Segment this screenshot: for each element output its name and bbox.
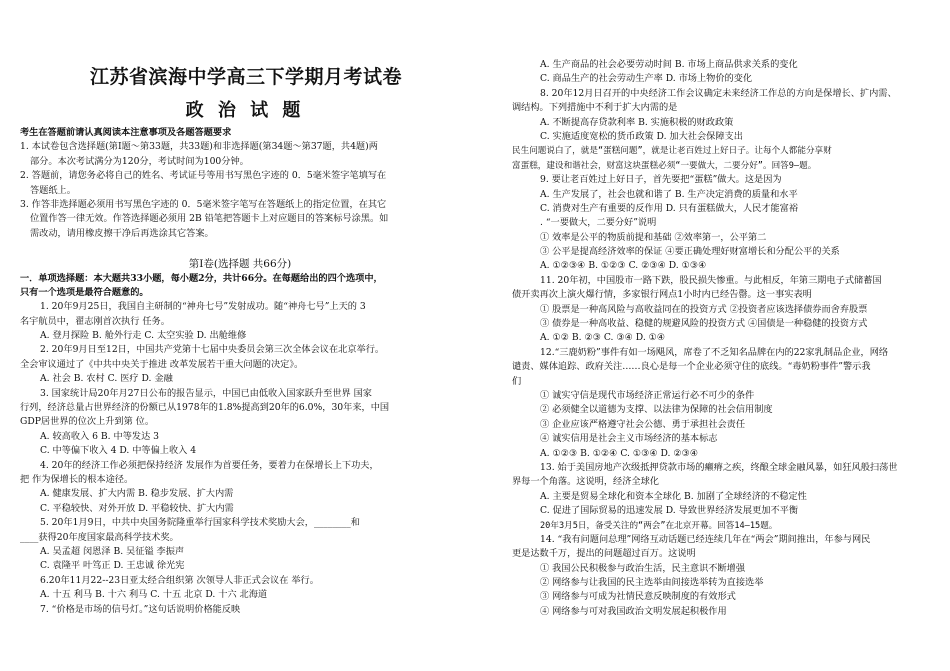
text-line: ③ 债券是一种高收益、稳健的规避风险的投资方式 ④国债是一种稳健的投资方式 xyxy=(540,318,868,330)
text-line: ③ 网络参与可成为社情民意反映制度的有效形式 xyxy=(540,591,736,603)
text-line: ③ 公平是提高经济效率的保证 ④要正确处理好财富增长和分配公平的关系 xyxy=(540,246,840,258)
text-line: C. 实施适度宽松的货币政策 D. 加大社会保障支出 xyxy=(540,130,743,142)
text-line: ① 我国公民积极参与政治生活，民主意识不断增强 xyxy=(540,562,746,574)
left-text-block xyxy=(20,126,460,617)
text-line: C. 消费对生产有重要的反作用 D. 只有蛋糕做大，人民才能富裕 xyxy=(540,202,799,214)
text-line: A. 吴孟超 闵恩泽 B. 吴征镒 李振声 xyxy=(40,545,185,557)
text-line: A. 十五 利马 B. 十六 利马 C. 十五 北京 D. 十六 北海道 xyxy=(40,589,268,601)
text-line: . “一要做大，二要分好”说明 xyxy=(540,217,657,229)
text-line: A. 较高收入 6 B. 中等发达 3 xyxy=(40,430,160,442)
text-line: 位置作答一律无效。作答选择题必须用 2B 铅笔把答题卡上对应题目的答案标号涂黑。如 xyxy=(30,213,389,225)
page-subtitle: 政 治 试 题 xyxy=(185,100,305,121)
text-line: 12.“三鹿奶粉”事件有如一场飓风，席卷了不乏知名品牌在内的22家乳制品企业，网络 xyxy=(540,346,889,358)
text-line: A. ①②③ B. ①②④ C. ①③④ D. ②③④ xyxy=(540,447,699,459)
text-line: 3. 国家统计局20年月27日公布的报告显示，中国已由低收入国家跃升至世界 国家 xyxy=(40,387,372,399)
text-line: A. 主要是贸易全球化和资本全球化 B. 加剧了全球经济的不稳定性 xyxy=(540,490,807,502)
text-line: ④ 诚实信用是社会主义市场经济的基本标志 xyxy=(540,433,718,445)
text-line: 6.20年11月22--23日亚太经合组织第 次领导人非正式会议在 举行。 xyxy=(40,574,319,586)
text-line: 1. 20年9月25日，我国自主研制的“神舟七号”发射成功。随“神舟七号”上天的 3 xyxy=(40,301,366,313)
text-line: C. 中等偏下收入 4 D. 中等偏上收入 4 xyxy=(40,445,197,457)
text-line: 2. 答题前，请您务必将自己的姓名、考试证号等用书写黑色字迹的 0．5毫米签字笔填写在 xyxy=(20,170,387,182)
text-line: 13. 始于美国房地产次级抵押贷款市场的癞瘠之疾，终酿全球金融风暴，如狂风般扫荡世 xyxy=(540,461,898,473)
text-line: 谴责、媒体追踪、政府关注……良心是每一个企业必须守住的底线。“毒奶粉事件”警示我 xyxy=(512,361,871,373)
text-line: ② 必须健全以道德为支撑、以法律为保障的社会信用制度 xyxy=(540,404,773,416)
text-line: 一．单项选择题：本大题共33小题，每小题2分，共计66分。在每题给出的四个选项中， xyxy=(20,272,383,284)
text-line: A. 不断提高存贷款利率 B. 实施积极的财政政策 xyxy=(540,116,734,128)
text-line: C. 平稳较快、对外开放 D. 平稳较快、扩大内需 xyxy=(40,502,234,514)
text-line: 7. “价格是市场的信号灯。”这句话说明价格能反映 xyxy=(40,603,241,615)
text-line: C. 促进了国际贸易的迅速发展 D. 导致世界经济发展更加不平衡 xyxy=(540,505,799,517)
text-line: A. 登月探险 B. 舱外行走 C. 太空实验 D. 出舱维修 xyxy=(40,330,247,342)
right-text-block xyxy=(512,58,934,619)
text-line: ① 效率是公平的物质前提和基础 ②效率第一，公平第二 xyxy=(540,231,767,243)
text-line: 调结构。下列措施中不利于扩大内需的是 xyxy=(512,102,678,114)
text-line: 部分。本次考试满分为120分，考试时间为100分钟。 xyxy=(30,155,249,167)
text-line xyxy=(20,241,460,255)
text-line: ④ 网络参与可对我国政治文明发展起积极作用 xyxy=(540,605,727,617)
text-line: 更是达数千万，提出的问题超过百万。这说明 xyxy=(512,548,696,560)
text-line: 14. “我有问题问总理”网络互动话题已经连续几年在“两会”期间推出，年参与网民 xyxy=(540,533,871,545)
text-line: A. 社会 B. 农村 C. 医疗 D. 金融 xyxy=(40,373,173,385)
text-line: A. 健康发展、扩大内需 B. 稳步发展、扩大内需 xyxy=(40,488,234,500)
text-line: ____获得20年度国家最高科学技术奖。 xyxy=(20,531,179,543)
text-line: A. ①② B. ②③ C. ③④ D. ①④ xyxy=(540,332,666,344)
text-line: 20年3月5日，备受关注的“两会”在北京开幕。回答14—15题。 xyxy=(540,520,778,531)
text-line: 9. 要让老百姓过上好日子，首先要把“蛋糕”做大。这是因为 xyxy=(540,174,782,186)
text-line: A. 生产发展了，社会也就和谐了 B. 生产决定消费的质量和水平 xyxy=(540,188,798,200)
text-line: GDP居世界的位次上升到第 位。 xyxy=(20,416,155,428)
text-line: ③ 企业应该严格遵守社会公德、勇于承担社会责任 xyxy=(540,418,746,430)
text-line: 行列，经济总量占世界经济的份额已从1978年的1.8%提高到20年的6.0%，30年来，中国 xyxy=(20,402,390,414)
text-line: 只有一个选项是最符合题意的。 xyxy=(20,286,149,298)
text-line: ① 股票是一种高风险与高收益同在的投资方式 ②投资者应该选择债券而舍弃股票 xyxy=(540,303,868,315)
page-title: 江苏省滨海中学高三下学期月考试卷 xyxy=(90,66,403,88)
text-line: 富蛋糕，建设和谐社会，财富这块蛋糕必须“一要做大，二要分好”。回答9—题。 xyxy=(512,160,817,171)
text-line: 全会审议通过了《中共中央关于推进 改革发展若干重大问题的决定》。 xyxy=(20,358,304,370)
text-line: 8. 20年12月日召开的中央经济工作会议确定未来经济工作总的方向是保增长、扩内需、 xyxy=(540,87,897,99)
text-line: 5. 20年1月9日，中共中央国务院隆重举行国家科学技术奖励大会，________和 xyxy=(40,517,360,529)
text-line: A. ①②③④ B. ①②③ C. ②③④ D. ①③④ xyxy=(540,260,707,272)
text-line: 界每一个角落。这说明，经济全球化 xyxy=(512,476,659,488)
text-line: 4. 20年的经济工作必须把保持经济 发展作为首要任务，要着力在保增长上下功夫， xyxy=(40,459,379,471)
text-line: 第Ⅰ卷(选择题 共66分) xyxy=(188,257,292,270)
text-line: 债开卖再次上演火爆行情，多家银行网点1小时内已经告罄。这一事实表明 xyxy=(512,289,812,301)
text-line: ① 诚实守信是现代市场经济正常运行必不可少的条件 xyxy=(540,389,755,401)
text-line: 们 xyxy=(512,375,522,387)
text-line: C. 袁隆平 叶笃正 D. 王忠诚 徐光宪 xyxy=(40,560,185,572)
text-line: A. 生产商品的社会必要劳动时间 B. 市场上商品供求关系的变化 xyxy=(540,59,798,70)
text-line: ② 网络参与让我国的民主选举由间接选举转为直接选举 xyxy=(540,577,764,589)
text-line: 1. 本试卷包含选择题(第Ⅰ题～第33题，共33题)和非选择题(第34题～第37题，共4题)两 xyxy=(20,141,378,153)
text-line: 考生在答题前请认真阅读本注意事项及各题答题要求 xyxy=(20,127,232,138)
text-line: 把 作为保增长的根本途径。 xyxy=(20,473,134,485)
text-line: 名宇航员中，翟志刚首次执行 任务。 xyxy=(20,315,170,327)
text-line: C. 商品生产的社会劳动生产率 D. 市场上物价的变化 xyxy=(540,73,753,85)
text-line: 2. 20年9月日至12日，中国共产党第十七届中央委员会第三次全体会议在北京举行。 xyxy=(40,344,385,356)
text-line: 答题纸上。 xyxy=(30,184,76,196)
text-line: 民生问题说白了，就是“蛋糕问题”，就是让老百姓过上好日子。让每个人都能分享财 xyxy=(512,146,832,157)
text-line: 11. 20年初，中国股市一路下跌，股民损失惨重。与此相反，年第三期电子式储蓄国 xyxy=(540,274,882,286)
text-line: 3. 作答非选择题必须用书写黑色字迹的 0．5毫米签字笔写在答题纸上的指定位置，在其它 xyxy=(20,198,387,210)
text-line: 需改动，请用橡皮擦干净后再选涂其它答案。 xyxy=(30,227,214,239)
